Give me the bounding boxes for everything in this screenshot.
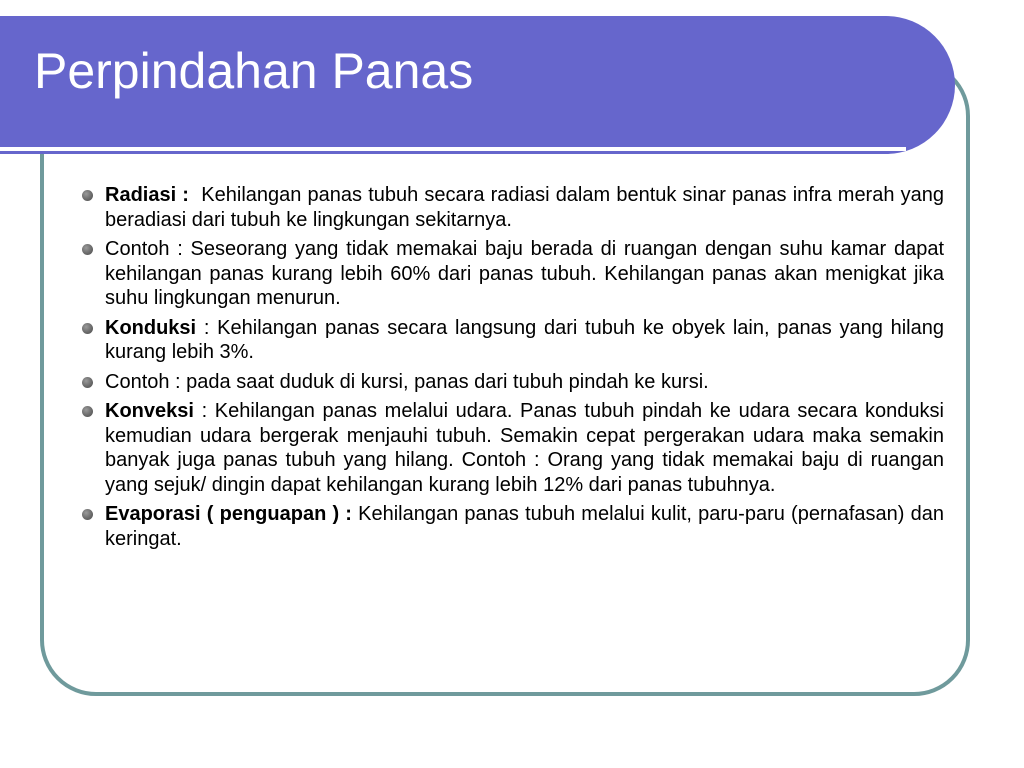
bullet-text: : Kehilangan panas secara langsung dari tubuh ke obyek lain, panas yang hilang kurang lebih 3%. <box>105 316 944 363</box>
bullet-item-radiasi <box>78 183 950 232</box>
bullet-item-konduksi <box>78 316 944 365</box>
slide-title: Perpindahan Panas <box>34 43 474 99</box>
bullet-text: Kehilangan panas tubuh melalui kulit, paru-paru (pernafasan) dan keringat. <box>105 503 944 550</box>
bullet-term: Radiasi : <box>105 184 189 206</box>
bullet-text: Contoh : Seseorang yang tidak memakai baju berada di ruangan dengan suhu kamar dapat kehilangan panas kurang lebih 60% dari panas tubuh. Kehilangan panas akan menigkat jika suhu lingkungan menurun. <box>105 238 944 309</box>
bullet-text: : Kehilangan panas melalui udara. Panas tubuh pindah ke udara secara konduksi kemudian udara bergerak menjauhi tubuh. Semakin cepat pergerakan udara maka semakin banyak juga panas tubuh yang hilang. Contoh : Orang yang tidak memakai baju di ruangan yang sejuk/ dingin dapat kehilangan kurang lebih 12% dari panas tubuhnya. <box>105 400 944 496</box>
bullet-term: Konduksi <box>105 316 197 339</box>
bullet-text: Contoh : pada saat duduk di kursi, panas dari tubuh pindah ke kursi. <box>105 370 709 393</box>
bullet-text: Kehilangan panas tubuh secara radiasi dalam bentuk sinar panas infra merah yang beradiasi dari tubuh ke lingkungan sekitarnya. <box>105 184 950 231</box>
title-underline <box>0 147 906 151</box>
bullet-item-contoh-konduksi <box>78 370 944 395</box>
bullet-list <box>78 183 950 556</box>
bullet-item-contoh-radiasi <box>78 237 944 311</box>
bullet-dot-icon <box>82 190 93 201</box>
bullet-dot-icon <box>82 377 93 388</box>
bullet-dot-icon <box>82 323 93 334</box>
bullet-item-konveksi <box>78 399 944 497</box>
bullet-term: Evaporasi ( penguapan ) : <box>105 503 352 525</box>
bullet-item-evaporasi <box>78 502 944 551</box>
bullet-term: Konveksi <box>105 400 194 422</box>
bullet-dot-icon <box>82 244 93 255</box>
bullet-dot-icon <box>82 509 93 520</box>
bullet-dot-icon <box>82 406 93 417</box>
